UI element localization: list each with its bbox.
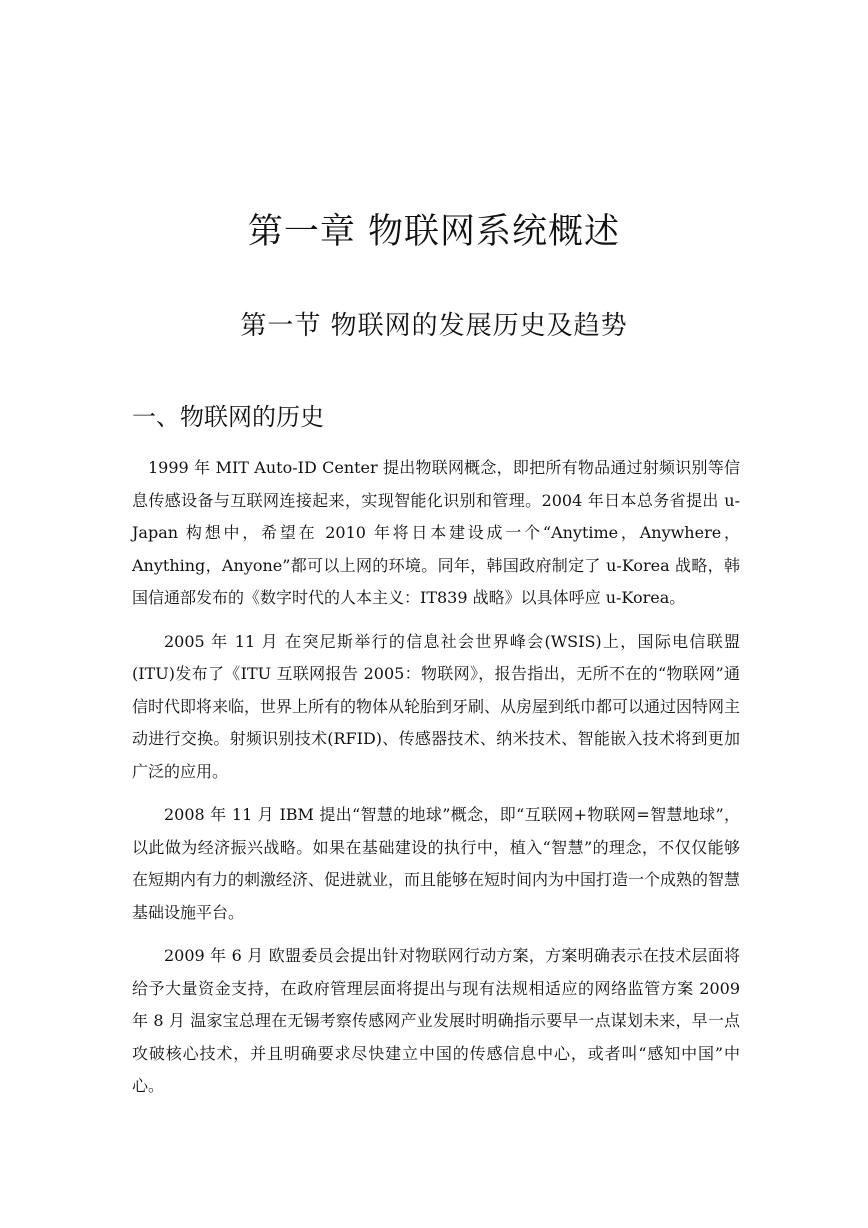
paragraph-2009: 2009 年 6 月 欧盟委员会提出针对物联网行动方案，方案明确表示在技术层面将给予大量资金支持，在政府管理层面将提出与现有法规相适应的网络监管方案 2009 年 8 月 温家宝总理在无锡考察传感网产业发展时明确指示要早一点谋划未来，早一点攻破核心技术，并且明确要求尽快建立中国的传感信息中心，或者叫“感知中国”中心。 (132, 946, 740, 1095)
paragraph-2005: 2005 年 11 月 在突尼斯举行的信息社会世界峰会(WSIS)上，国际电信联盟(ITU)发布了《ITU 互联网报告 2005：物联网》，报告指出，无所不在的“物联网”通信时代即将来临，世界上所有的物体从轮胎到牙刷、从房屋到纸巾都可以通过因特网主动进行交换。射频识别技术(RFID)、传感器技术、纳米技术、智能嵌入技术将到更加广泛的应用。 (132, 631, 741, 781)
subsection-title: 一、物联网的历史 (132, 403, 324, 431)
chapter-title: 第一章 物联网系统概述 (247, 212, 621, 252)
paragraph-1999: 1999 年 MIT Auto-ID Center 提出物联网概念，即把所有物品通过射频识别等信息传感设备与互联网连接起来，实现智能化识别和管理。2004 年日本总务省提出 u-Japan 构想中，希望在 2010 年将日本建设成一个“Anytime，Anywhere，Anything，Anyone”都可以上网的环境。同年，韩国政府制定了 u-Korea 战略，韩国信通部发布的《数字时代的人本主义：IT839 战略》以具体呼应 u-Korea。 (132, 458, 740, 607)
section-title: 第一节 物联网的发展历史及趋势 (240, 311, 628, 341)
body-text (132, 452, 740, 1114)
paragraph-2008: 2008 年 11 月 IBM 提出“智慧的地球”概念，即“互联网+物联网=智慧地球”，以此做为经济振兴战略。如果在基础建设的执行中，植入“智慧”的理念，不仅仅能够在短期内有力的刺激经济、促进就业，而且能够在短时间内为中国打造一个成熟的智慧基础设施平台。 (132, 805, 741, 922)
